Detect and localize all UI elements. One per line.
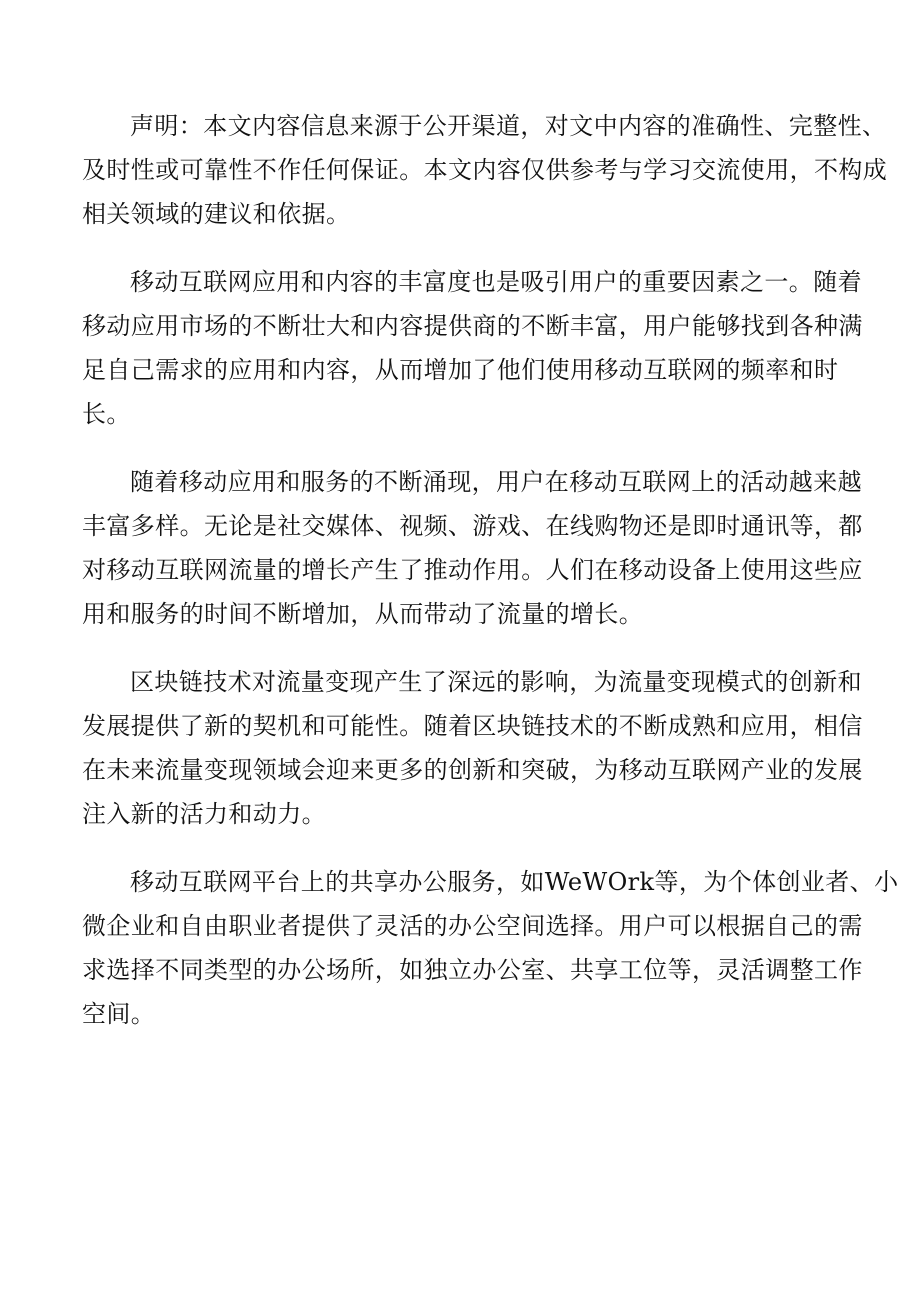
text-line: 用和服务的时间不断增加，从而带动了流量的增长。 [82, 600, 644, 628]
paragraph-disclaimer [82, 104, 888, 236]
text-line: 求选择不同类型的办公场所，如独立办公室、共享工位等，灵活调整工作 [82, 956, 863, 984]
paragraph-content-richness [82, 260, 863, 436]
text-line: 移动应用市场的不断壮大和内容提供商的不断丰富，用户能够找到各种满 [82, 312, 863, 340]
text-line: 丰富多样。无论是社交媒体、视频、游戏、在线购物还是即时通讯等，都 [82, 512, 863, 540]
paragraph-blockchain [82, 660, 863, 836]
text-line: 相关领域的建议和依据。 [82, 200, 351, 228]
document-body [82, 104, 899, 1060]
text-line: 长。 [82, 400, 131, 428]
text-line: 空间。 [82, 1000, 156, 1028]
text-line: 区块链技术对流量变现产生了深远的影响，为流量变现模式的创新和 [130, 668, 862, 696]
paragraph-traffic-growth [82, 460, 863, 636]
text-line: 微企业和自由职业者提供了灵活的办公空间选择。用户可以根据自己的需 [82, 912, 863, 940]
text-line: 随着移动应用和服务的不断涌现，用户在移动互联网上的活动越来越 [130, 468, 862, 496]
text-line: 足自己需求的应用和内容，从而增加了他们使用移动互联网的频率和时 [82, 356, 839, 384]
text-line: 声明：本文内容信息来源于公开渠道，对文中内容的准确性、完整性、 [130, 112, 887, 140]
text-line: 及时性或可靠性不作任何保证。本文内容仅供参考与学习交流使用，不构成 [82, 156, 888, 184]
text-line: 对移动互联网流量的增长产生了推动作用。人们在移动设备上使用这些应 [82, 556, 863, 584]
text-line: 注入新的活力和动力。 [82, 800, 326, 828]
paragraph-shared-office [82, 860, 899, 1036]
text-line: 移动互联网应用和内容的丰富度也是吸引用户的重要因素之一。随着 [130, 268, 862, 296]
text-line: 发展提供了新的契机和可能性。随着区块链技术的不断成熟和应用，相信 [82, 712, 863, 740]
text-line: 在未来流量变现领域会迎来更多的创新和突破，为移动互联网产业的发展 [82, 756, 863, 784]
text-line: 移动互联网平台上的共享办公服务，如WeWOrk等，为个体创业者、小 [130, 868, 899, 896]
